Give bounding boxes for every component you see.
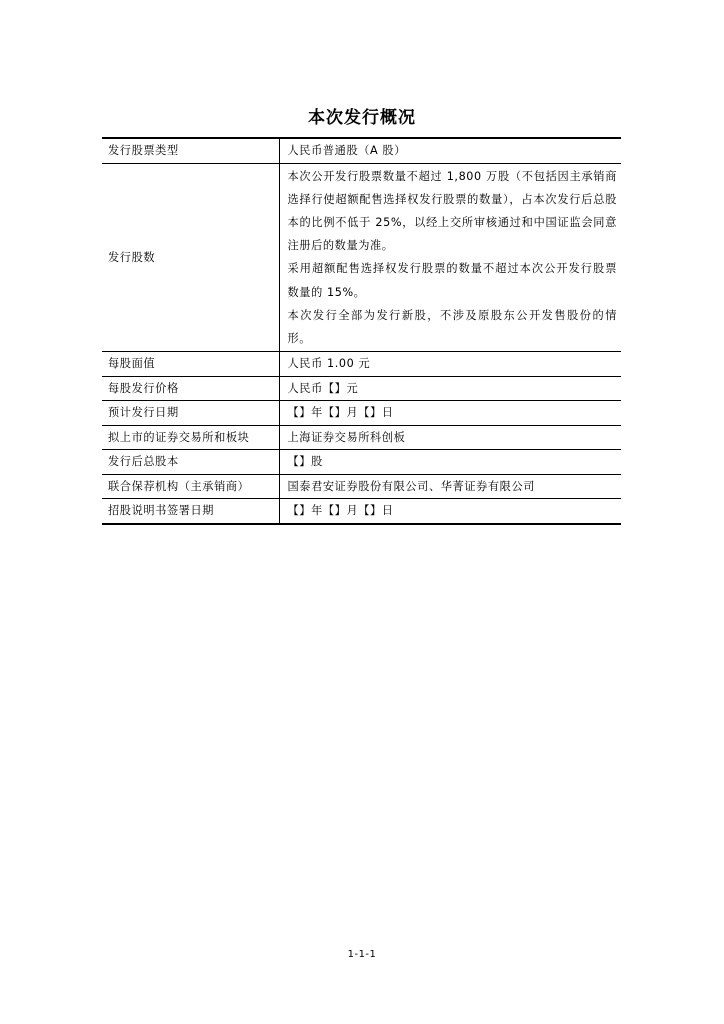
row-value: 人民币普通股（A 股） [287, 144, 406, 157]
table-row-issue-price [102, 376, 621, 401]
table-row-total-shares [102, 450, 621, 475]
row-label: 发行股数 [102, 163, 279, 352]
share-count-paragraph: 本次公开发行股票数量不超过 1,800 万股（不包括因主承销商选择行使超额配售选择权发行股票的数量），占本次发行后总股本的比例不低于 25%，以经上交所审核通过和中国证监会同意注册后的数量为准。 [287, 169, 617, 253]
over-allotment-paragraph: 采用超额配售选择权发行股票的数量不超过本次公开发行股票数量的 15%。 [287, 262, 617, 299]
row-label: 每股面值 [102, 352, 279, 377]
row-value: 国泰君安证券股份有限公司、华菁证券有限公司 [287, 479, 536, 493]
row-label: 联合保荐机构（主承销商） [102, 474, 279, 499]
row-value: 【】年【】月【】日 [287, 504, 394, 518]
offering-summary-table [102, 137, 621, 525]
row-label: 预计发行日期 [102, 401, 279, 426]
row-value: 上海证券交易所科创板 [287, 430, 406, 444]
row-label: 每股发行价格 [102, 376, 279, 401]
row-value: 【】股 [287, 455, 323, 469]
table-row-exchange [102, 425, 621, 450]
row-label: 拟上市的证券交易所和板块 [102, 425, 279, 450]
table-row-stock-type [102, 138, 621, 163]
row-label: 招股说明书签署日期 [102, 499, 279, 524]
page-title: 本次发行概况 [308, 108, 416, 128]
row-value: 人民币 1.00 元 [287, 357, 371, 371]
table-row-issue-date [102, 401, 621, 426]
row-label: 发行后总股本 [102, 450, 279, 475]
row-value [279, 163, 621, 352]
table-row-par-value [102, 352, 621, 377]
row-value: 人民币【】元 [287, 381, 359, 395]
row-value: 【】年【】月【】日 [287, 406, 394, 420]
table-row-signing-date [102, 499, 621, 524]
new-shares-paragraph: 本次发行全部为发行新股，不涉及原股东公开发售股份的情形。 [287, 308, 617, 345]
row-label: 发行股票类型 [102, 138, 279, 163]
page-number: 1-1-1 [347, 949, 377, 960]
table-row-sponsors [102, 474, 621, 499]
table-row-share-count [102, 163, 621, 352]
